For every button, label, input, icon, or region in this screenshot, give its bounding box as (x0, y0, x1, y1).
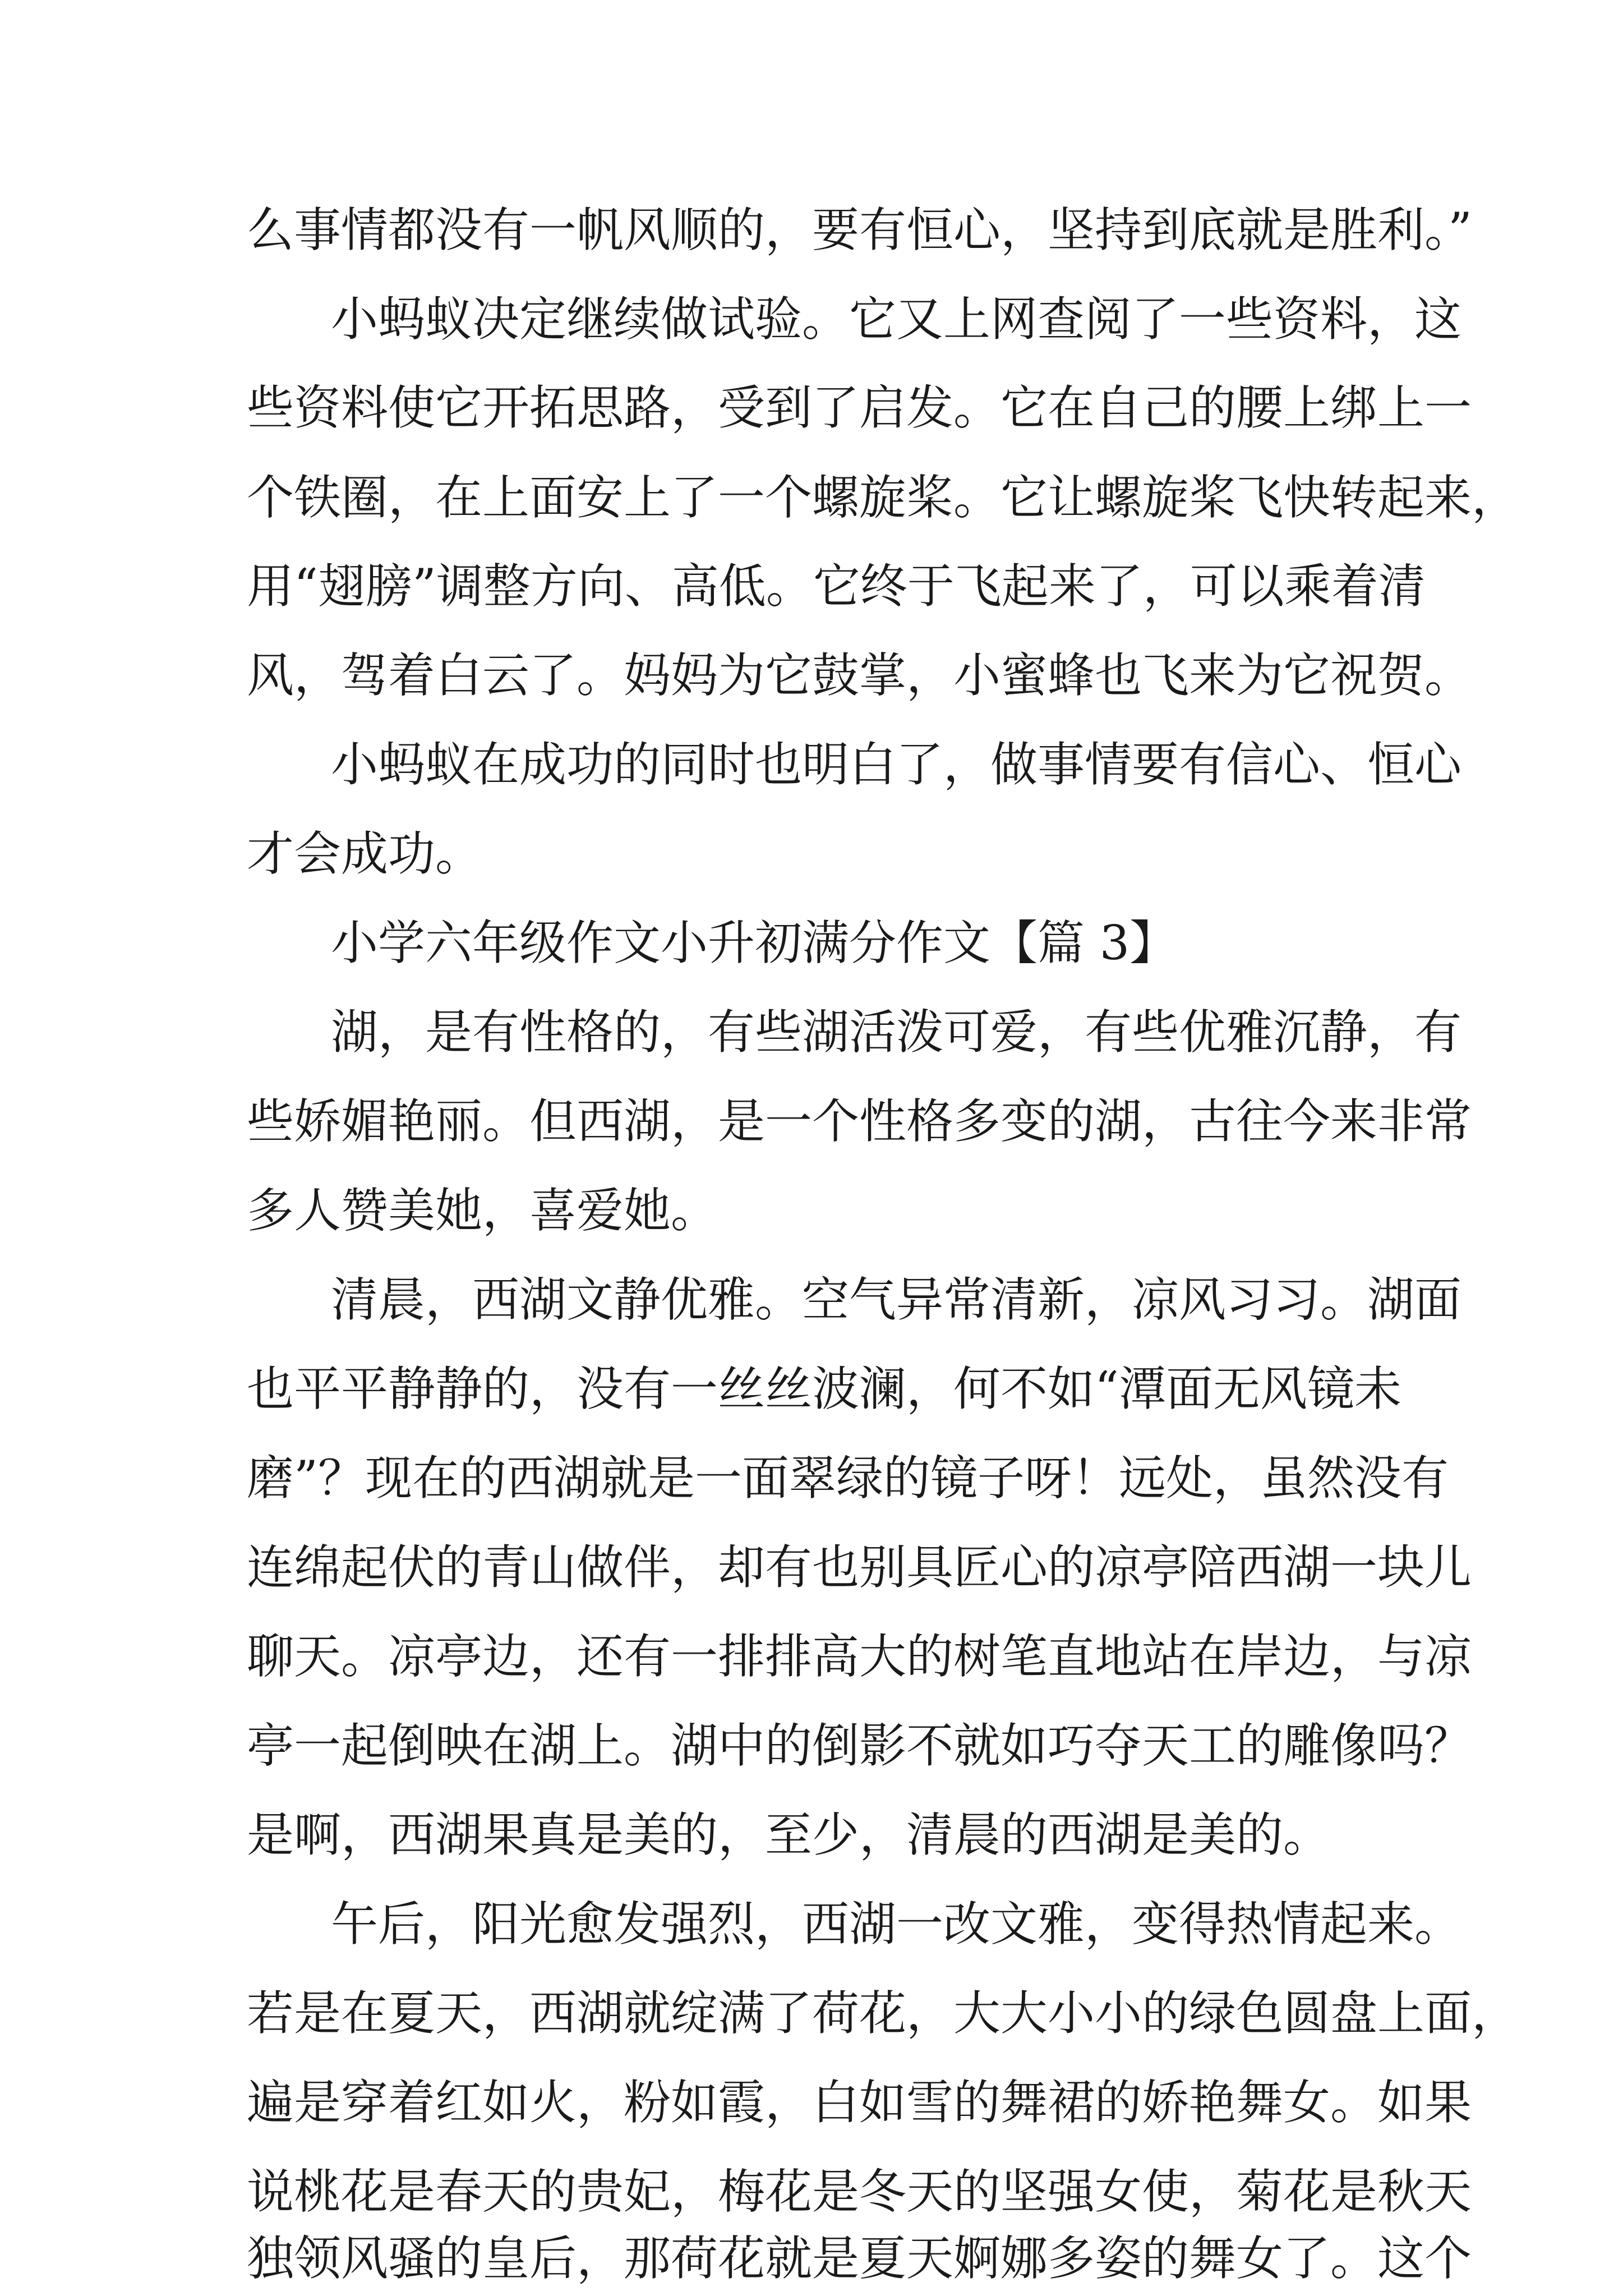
text-line-8 (0, 818, 1623, 890)
line-text: 个铁圈，在上面安上了一个螺旋桨。它让螺旋桨飞快转起来， (247, 470, 1519, 525)
line-text: 也平平静静的，没有一丝丝波澜，何不如“潭面无风镜未 (247, 1361, 1401, 1416)
text-line-20 (0, 1888, 1623, 1960)
text-line-1 (0, 194, 1623, 266)
text-line-16 (0, 1531, 1623, 1603)
line-text: 些娇媚艳丽。但西湖，是一个性格多变的湖，古往今来非常 (247, 1094, 1472, 1149)
line-text: 么事情都没有一帆风顺的，要有恒心，坚持到底就是胜利。” (247, 203, 1472, 257)
line-text: 午后，阳光愈发强烈，西湖一改文雅，变得热情起来。 (331, 1897, 1462, 1952)
line-text: 连绵起伏的青山做伴，却有也别具匠心的凉亭陪西湖一块儿 (247, 1540, 1472, 1595)
text-line-5 (0, 550, 1623, 622)
text-line-15 (0, 1442, 1623, 1514)
line-text: 多人赞美她，喜爱她。 (247, 1183, 718, 1238)
text-line-7 (0, 729, 1623, 800)
line-text: 亭一起倒映在湖上。湖中的倒影不就如巧夺天工的雕像吗？ (247, 1718, 1472, 1773)
text-line-21 (0, 1977, 1623, 2049)
line-text: 说桃花是春天的贵妃，梅花是冬天的坚强女使，菊花是秋天 (247, 2164, 1472, 2219)
text-line-14 (0, 1353, 1623, 1425)
text-line-24 (0, 2223, 1623, 2294)
line-text: 些资料使它开拓思路，受到了启发。它在自己的腰上绑上一 (247, 380, 1472, 435)
text-line-3 (0, 372, 1623, 444)
text-line-2 (0, 283, 1623, 355)
line-text: 小蚂蚁在成功的同时也明白了，做事情要有信心、恒心 (331, 737, 1462, 792)
line-text: 聊天。凉亭边，还有一排排高大的树笔直地站在岸边，与凉 (247, 1629, 1472, 1684)
section-heading (0, 907, 1623, 979)
text-line-18 (0, 1710, 1623, 1782)
line-text: 若是在夏天，西湖就绽满了荷花，大大小小的绿色圆盘上面， (247, 1986, 1519, 2041)
text-line-6 (0, 639, 1623, 711)
line-text: 磨”？现在的西湖就是一面翠绿的镜子呀！远处，虽然没有 (247, 1451, 1449, 1506)
line-text: 遍是穿着红如火，粉如霞，白如雪的舞裙的娇艳舞女。如果 (247, 2075, 1472, 2130)
line-text: 用“翅膀”调整方向、高低。它终于飞起来了，可以乘着清 (247, 559, 1426, 614)
text-line-10 (0, 996, 1623, 1068)
line-text: 独领风骚的皇后，那荷花就是夏天婀娜多姿的舞女了。这个 (247, 2231, 1472, 2286)
line-text: 是啊，西湖果真是美的，至少，清晨的西湖是美的。 (247, 1807, 1331, 1862)
text-line-17 (0, 1621, 1623, 1692)
line-text: 才会成功。 (247, 826, 483, 881)
line-text: 湖，是有性格的，有些湖活泼可爱，有些优雅沉静，有 (331, 1005, 1462, 1060)
text-line-13 (0, 1264, 1623, 1336)
text-line-19 (0, 1799, 1623, 1871)
heading-text: 小学六年级作文小升初满分作文【篇 3】 (331, 915, 1177, 970)
line-text: 清晨，西湖文静优雅。空气异常清新，凉风习习。湖面 (331, 1272, 1462, 1327)
text-line-23 (0, 2156, 1623, 2228)
text-line-12 (0, 1175, 1623, 1246)
text-line-11 (0, 1085, 1623, 1157)
text-line-4 (0, 462, 1623, 533)
line-text: 风，驾着白云了。妈妈为它鼓掌，小蜜蜂也飞来为它祝贺。 (247, 648, 1472, 703)
text-line-22 (0, 2067, 1623, 2138)
line-text: 小蚂蚁决定继续做试验。它又上网查阅了一些资料，这 (331, 292, 1462, 347)
